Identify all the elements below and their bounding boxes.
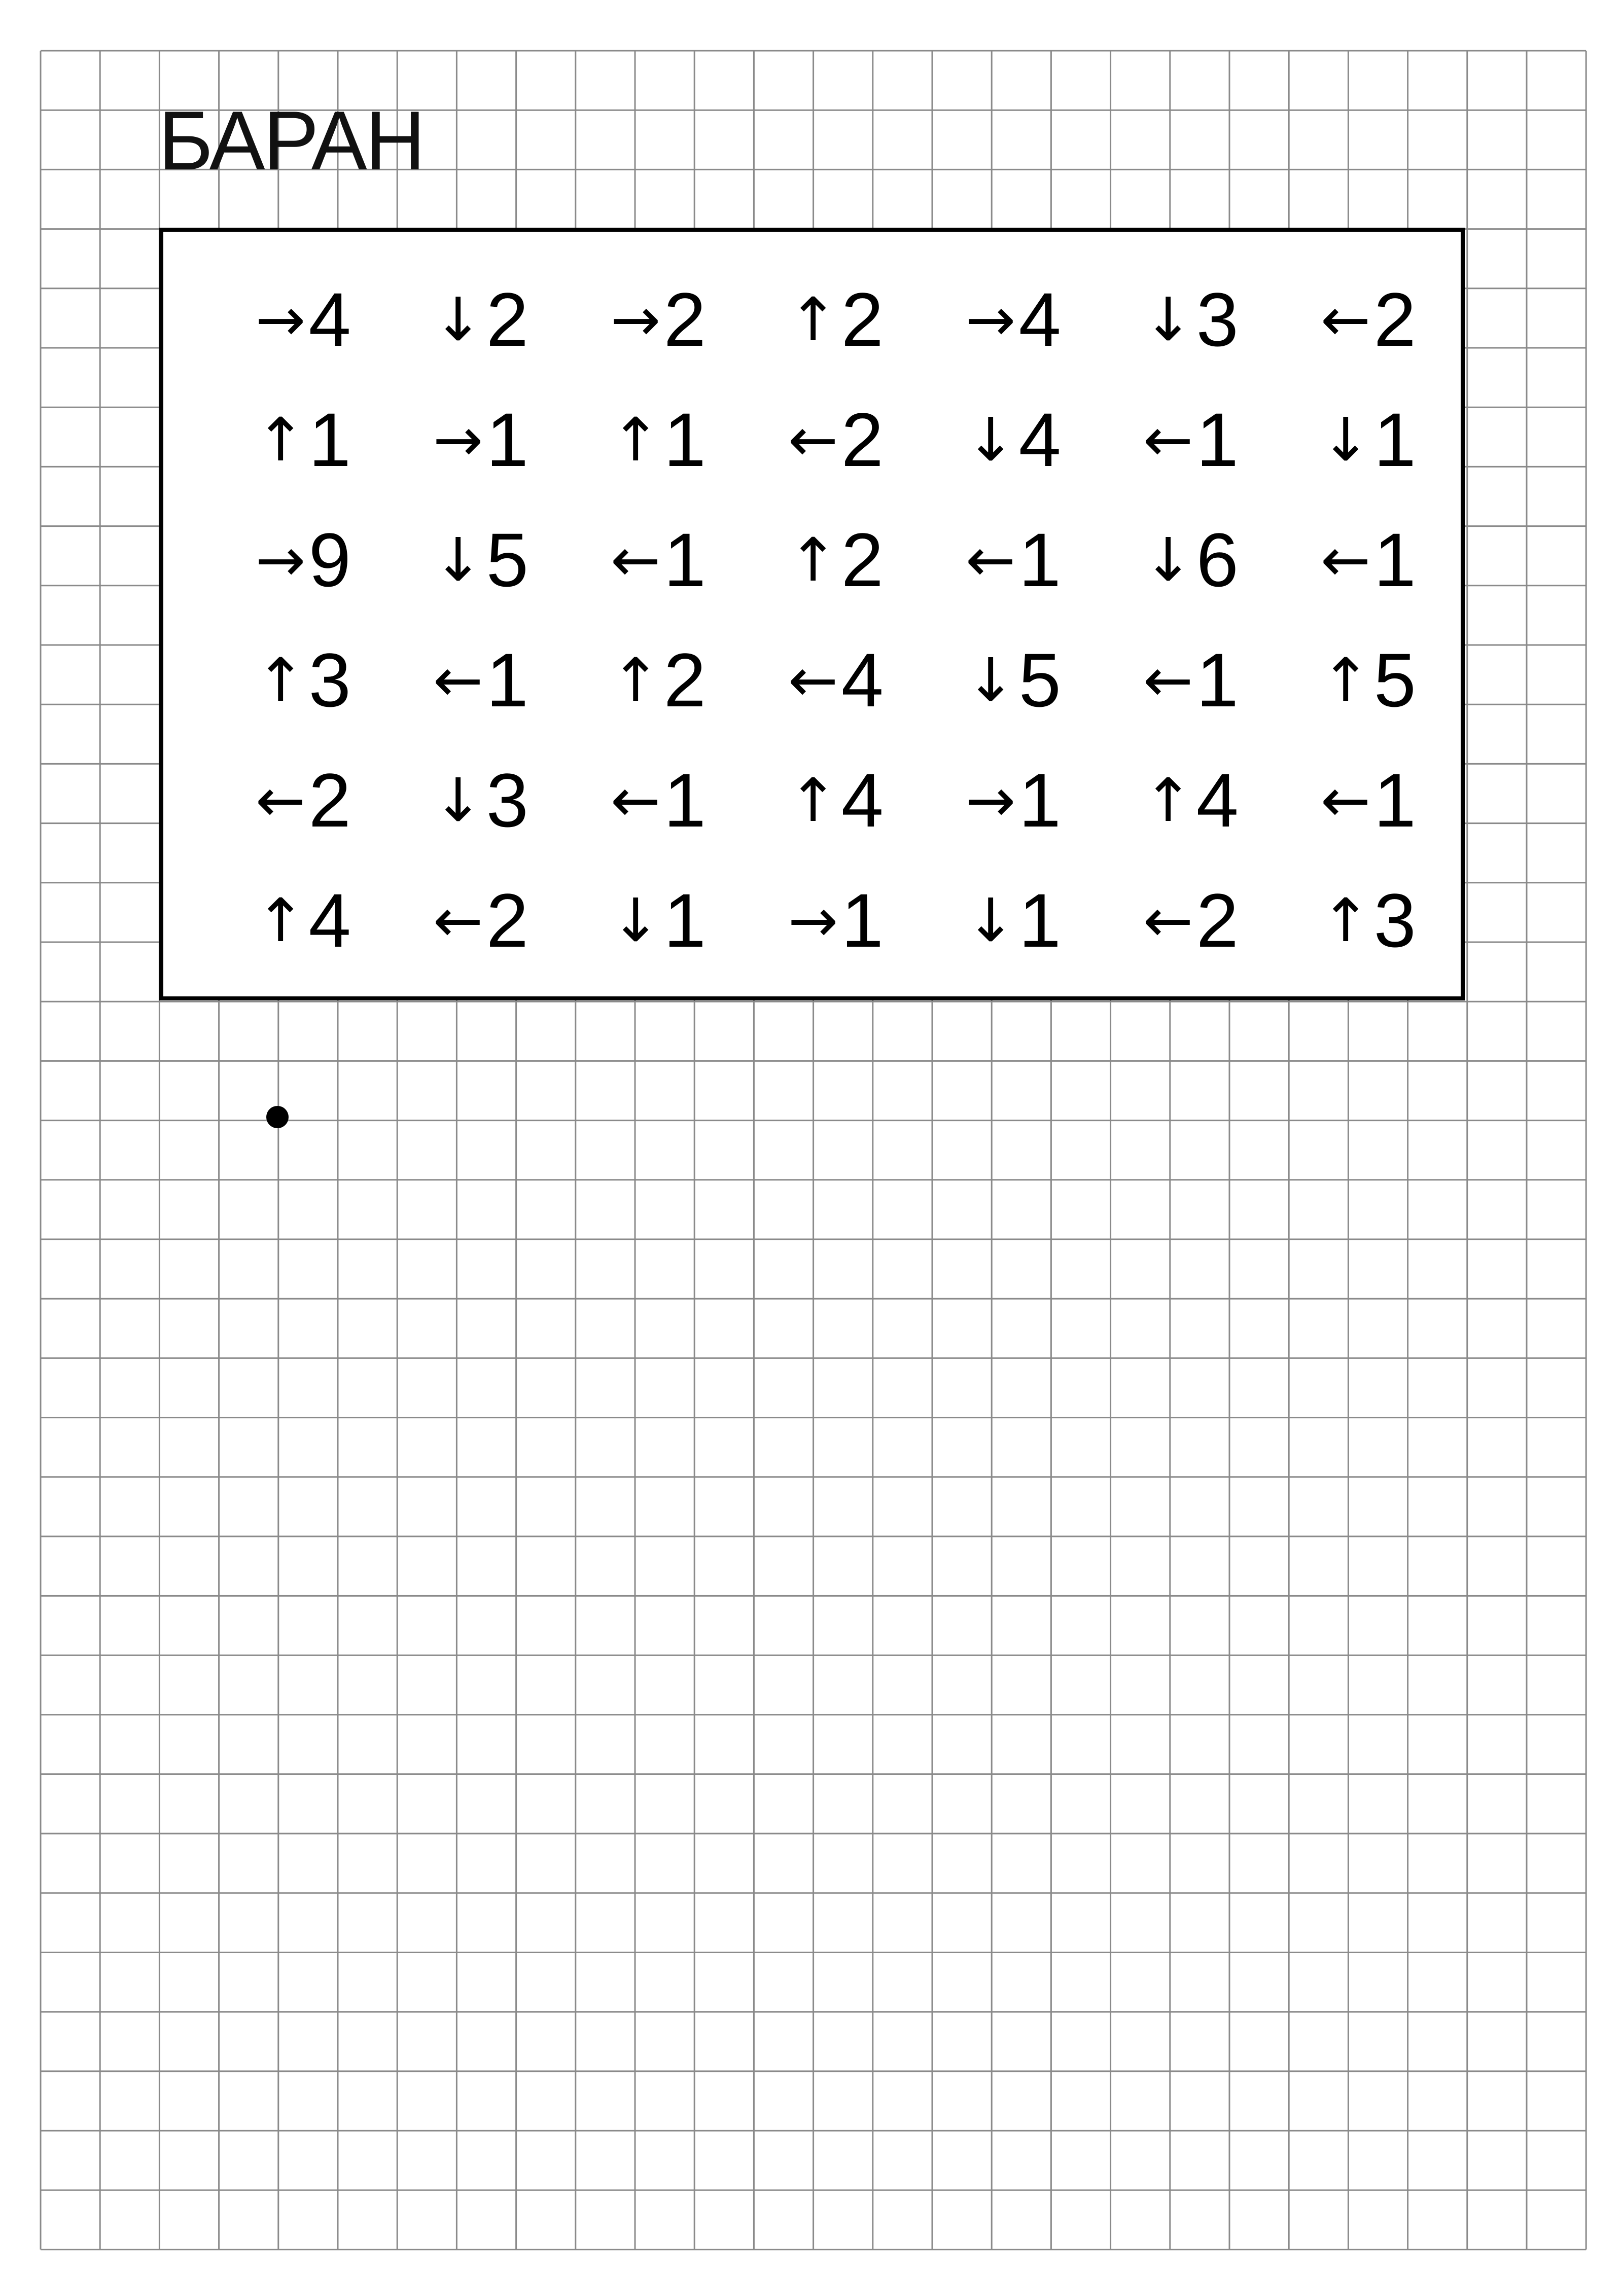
instruction-step [1097,519,1239,600]
arrow-up-icon: ↑ [255,885,306,955]
instruction-step [1274,760,1416,841]
arrow-up-icon: ↑ [610,405,661,475]
instruction-step [386,639,528,721]
instruction-step [1274,639,1416,721]
instruction-step [386,519,528,600]
step-count: 6 [1196,517,1239,602]
instruction-step [564,639,706,721]
step-count: 1 [663,517,706,602]
arrow-down-icon: ↓ [965,405,1016,475]
arrow-right-icon: → [255,525,306,595]
instruction-step [209,399,351,480]
arrow-up-icon: ↑ [788,525,838,595]
step-count: 3 [1196,277,1239,362]
step-count: 2 [841,517,884,602]
instruction-step [1097,279,1239,360]
arrow-up-icon: ↑ [1320,645,1371,715]
step-count: 5 [1373,637,1416,723]
arrow-down-icon: ↓ [965,885,1016,955]
arrow-up-icon: ↑ [255,645,306,715]
step-count: 1 [1196,397,1239,482]
step-count: 3 [1373,878,1416,963]
arrow-right-icon: → [433,405,483,475]
arrow-left-icon: ← [1320,765,1371,835]
step-count: 1 [486,637,528,723]
step-count: 4 [841,637,884,723]
instruction-step [742,639,884,721]
arrow-right-icon: → [255,284,306,354]
step-count: 2 [663,637,706,723]
step-count: 1 [1018,517,1061,602]
step-count: 9 [308,517,351,602]
step-count: 2 [1373,277,1416,362]
step-count: 1 [663,758,706,843]
arrow-right-icon: → [965,765,1016,835]
instruction-step [919,639,1061,721]
instruction-step [209,880,351,961]
step-count: 4 [1018,277,1061,362]
instruction-step [1097,880,1239,961]
instruction-step [742,519,884,600]
step-count: 1 [663,397,706,482]
arrow-left-icon: ← [610,765,661,835]
step-count: 1 [1018,758,1061,843]
step-count: 1 [1373,397,1416,482]
arrow-up-icon: ↑ [1320,885,1371,955]
instruction-step [919,279,1061,360]
arrow-right-icon: → [610,284,661,354]
step-count: 4 [1196,758,1239,843]
step-count: 2 [841,397,884,482]
arrow-left-icon: ← [1143,885,1193,955]
step-count: 4 [841,758,884,843]
instruction-step [209,639,351,721]
instruction-step [209,279,351,360]
arrow-left-icon: ← [1320,525,1371,595]
step-count: 5 [1018,637,1061,723]
step-count: 2 [486,277,528,362]
instruction-step [1274,519,1416,600]
arrow-left-icon: ← [1143,645,1193,715]
arrow-right-icon: → [965,284,1016,354]
instruction-step [1274,880,1416,961]
instruction-step [919,519,1061,600]
step-count: 1 [1373,758,1416,843]
instruction-step [742,880,884,961]
step-count: 4 [1018,397,1061,482]
arrow-left-icon: ← [965,525,1016,595]
step-count: 1 [841,878,884,963]
arrow-left-icon: ← [1320,284,1371,354]
arrow-left-icon: ← [788,645,838,715]
step-count: 1 [1018,878,1061,963]
instruction-step [564,760,706,841]
arrow-down-icon: ↓ [433,284,483,354]
instruction-step [386,880,528,961]
instruction-step [386,399,528,480]
instruction-step [209,519,351,600]
arrow-left-icon: ← [1143,405,1193,475]
step-count: 2 [663,277,706,362]
instruction-step [742,760,884,841]
step-count: 1 [1373,517,1416,602]
arrow-up-icon: ↑ [255,405,306,475]
step-count: 1 [1196,637,1239,723]
instruction-step [564,399,706,480]
instruction-step [742,399,884,480]
arrow-down-icon: ↓ [610,885,661,955]
instruction-step [919,760,1061,841]
step-count: 4 [308,277,351,362]
instruction-step [919,399,1061,480]
instruction-step [209,760,351,841]
instruction-step [1097,639,1239,721]
start-point-dot [266,1106,289,1128]
arrow-left-icon: ← [433,645,483,715]
step-count: 1 [486,397,528,482]
instruction-step [386,760,528,841]
step-count: 5 [486,517,528,602]
instruction-box [159,228,1465,1000]
arrow-down-icon: ↓ [1143,525,1193,595]
step-count: 2 [1196,878,1239,963]
step-count: 3 [486,758,528,843]
instruction-step [1097,399,1239,480]
step-count: 2 [486,878,528,963]
arrow-down-icon: ↓ [433,765,483,835]
arrow-down-icon: ↓ [1320,405,1371,475]
instruction-step [564,519,706,600]
arrow-down-icon: ↓ [965,645,1016,715]
puzzle-title: БАРАН [158,94,424,187]
instruction-step [742,279,884,360]
instruction-step [1274,399,1416,480]
arrow-up-icon: ↑ [788,284,838,354]
arrow-left-icon: ← [433,885,483,955]
arrow-left-icon: ← [610,525,661,595]
arrow-down-icon: ↓ [1143,284,1193,354]
instruction-step [386,279,528,360]
arrow-up-icon: ↑ [1143,765,1193,835]
arrow-left-icon: ← [255,765,306,835]
arrow-up-icon: ↑ [788,765,838,835]
instruction-step [564,880,706,961]
arrow-down-icon: ↓ [433,525,483,595]
arrow-up-icon: ↑ [610,645,661,715]
instruction-step [919,880,1061,961]
instruction-step [1097,760,1239,841]
arrow-left-icon: ← [788,405,838,475]
instruction-step [564,279,706,360]
arrow-right-icon: → [788,885,838,955]
step-count: 1 [308,397,351,482]
step-count: 2 [841,277,884,362]
step-count: 1 [663,878,706,963]
step-count: 4 [308,878,351,963]
step-count: 2 [308,758,351,843]
instruction-step [1274,279,1416,360]
step-count: 3 [308,637,351,723]
